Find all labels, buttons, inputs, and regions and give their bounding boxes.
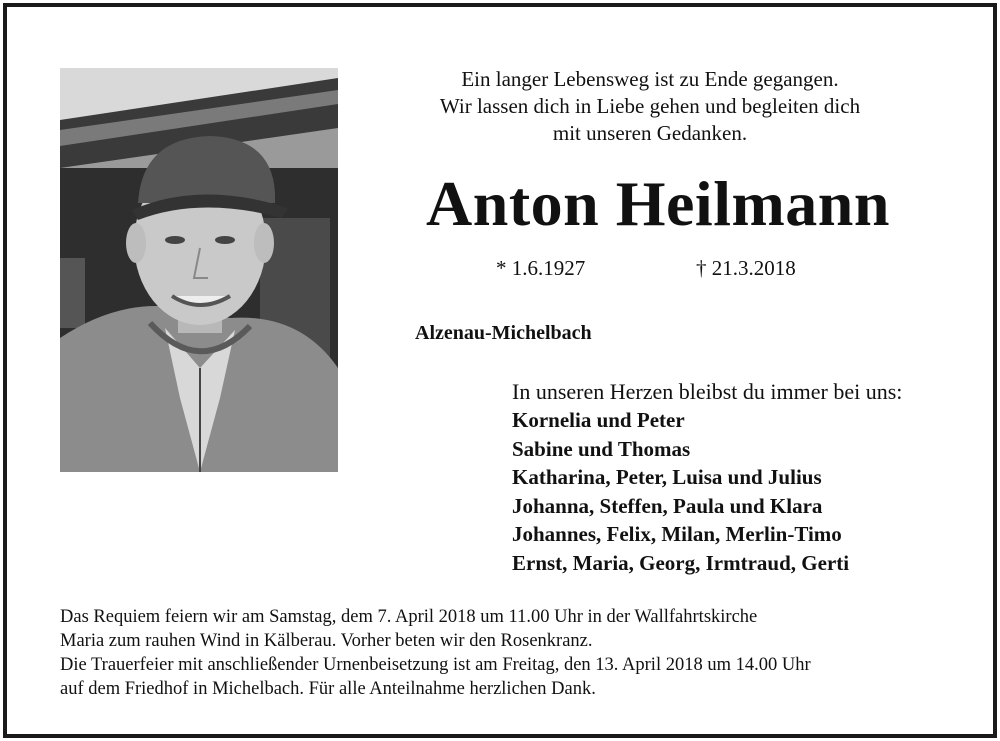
- intro-line: Ein langer Lebensweg ist zu Ende gegangen.: [461, 67, 839, 91]
- intro-line: Wir lassen dich in Liebe gehen und begleiten dich: [439, 94, 861, 118]
- info-line: Maria zum rauhen Wind in Kälberau. Vorher beten wir den Rosenkranz.: [60, 631, 593, 651]
- deceased-name: Anton Heilmann: [426, 168, 890, 239]
- intro-verse: [380, 66, 920, 147]
- mourner-entry: Katharina, Peter, Luisa und Julius: [512, 465, 822, 489]
- service-info: [60, 605, 960, 701]
- mourner-entry: Johanna, Steffen, Paula und Klara: [512, 493, 823, 518]
- info-line: Die Trauerfeier mit anschließender Urnenbeisetzung ist am Freitag, den 13. April 2018 um 14.00 Uhr: [60, 655, 811, 675]
- birth-date: * 1.6.1927: [496, 256, 586, 280]
- hometown: Alzenau-Michelbach: [415, 322, 592, 344]
- mourner-entry: Sabine und Thomas: [512, 436, 691, 461]
- mourner-entry: Ernst, Maria, Georg, Irmtraud, Gerti: [512, 550, 850, 575]
- mourners-intro: In unseren Herzen bleibst du immer bei uns:: [512, 379, 903, 404]
- mourners-list: [512, 406, 849, 577]
- portrait-photo: [60, 68, 338, 472]
- mourner-entry: Kornelia und Peter: [512, 408, 685, 432]
- death-date: † 21.3.2018: [696, 256, 796, 280]
- intro-line: mit unseren Gedanken.: [552, 121, 748, 145]
- info-line: Das Requiem feiern wir am Samstag, dem 7. April 2018 um 11.00 Uhr in der Wallfahrtskirche: [60, 607, 758, 627]
- info-line: auf dem Friedhof in Michelbach. Für alle Anteilnahme herzlichen Dank.: [60, 679, 596, 699]
- mourner-entry: Johannes, Felix, Milan, Merlin-Timo: [512, 522, 842, 546]
